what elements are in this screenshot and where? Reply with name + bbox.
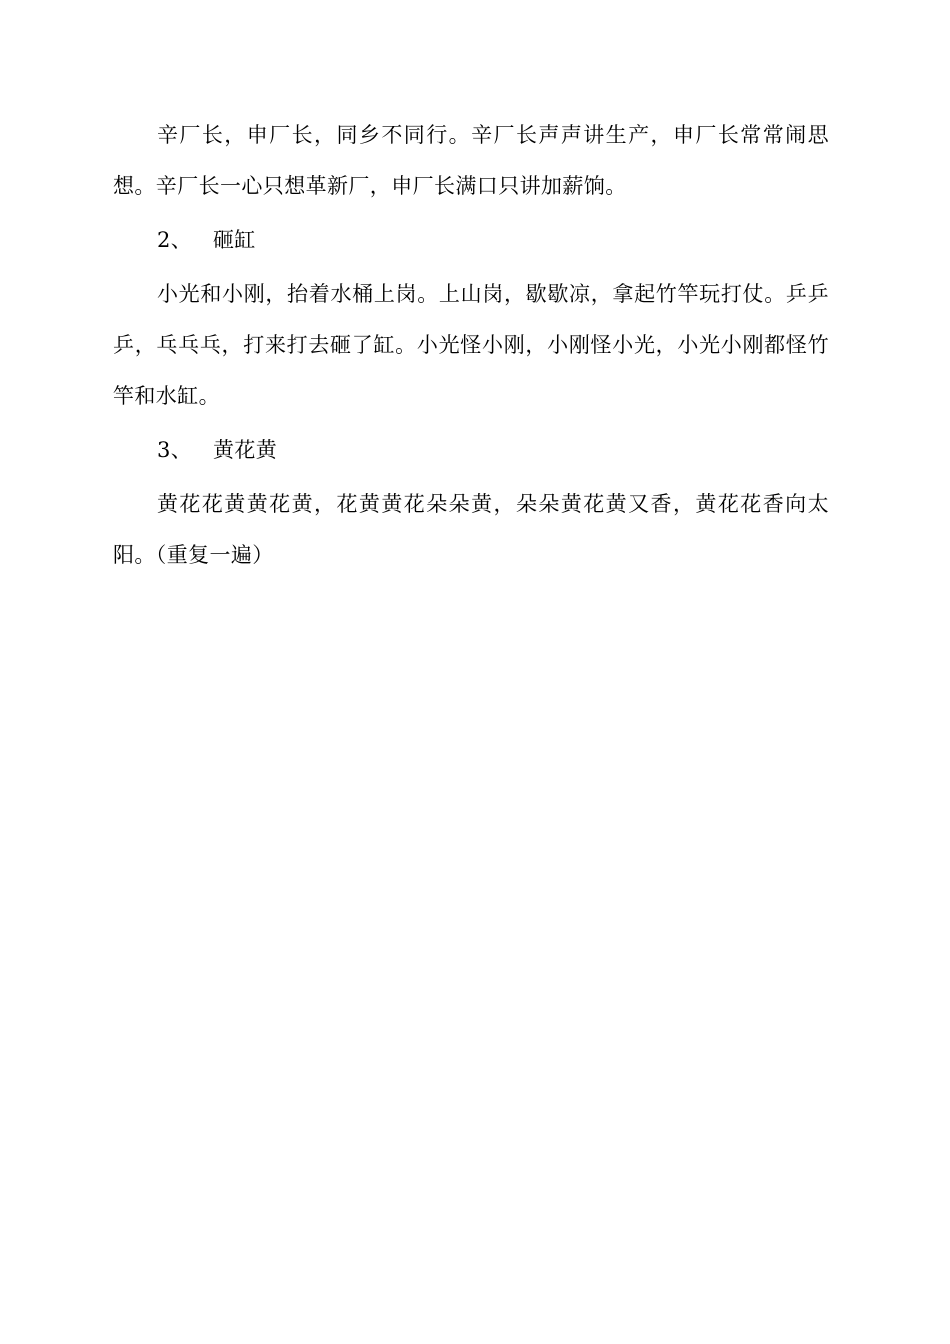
- section-number: 2、: [157, 228, 193, 252]
- section-number: 3、: [157, 438, 193, 462]
- section-heading-2: [113, 215, 829, 266]
- paragraph-tongue-twister-3: 黄花花黄黄花黄，花黄黄花朵朵黄，朵朵黄花黄又香，黄花花香向太阳。（重复一遍）: [113, 492, 829, 567]
- section-heading-3: [113, 425, 829, 476]
- paragraph-tongue-twister-1: 辛厂长，申厂长，同乡不同行。辛厂长声声讲生产，申厂长常常闹思想。辛厂长一心只想革新厂，申厂长满口只讲加薪饷。: [113, 123, 829, 198]
- document-body: [113, 110, 829, 581]
- section-title: 砸缸: [213, 228, 256, 252]
- paragraph-tongue-twister-2: 小光和小刚，抬着水桶上岗。上山岗，歇歇凉，拿起竹竿玩打仗。乒乒乒，乓乓乓，打来打去砸了缸。小光怪小刚，小刚怪小光，小光小刚都怪竹竿和水缸。: [113, 282, 829, 408]
- section-title: 黄花黄: [213, 438, 278, 462]
